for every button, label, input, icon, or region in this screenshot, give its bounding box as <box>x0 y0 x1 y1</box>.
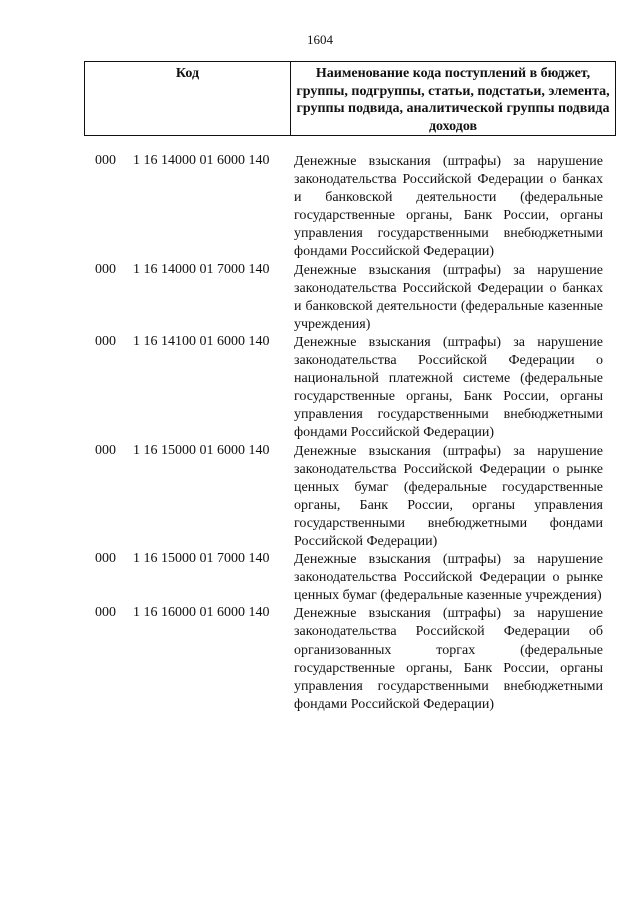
income-description: Денежные взыскания (штрафы) за нарушение законодательства Российской Федерации о банках и банковской деятельности (федеральные казенные учреждения) <box>294 262 603 332</box>
income-description: Денежные взыскания (штрафы) за нарушение законодательства Российской Федерации об организованных торгах (федеральные государственные органы, Банк России, органы управления государственными внебюджетными фондами Российской Федерации) <box>294 606 603 712</box>
table-row <box>0 262 640 334</box>
income-description: Денежные взыскания (штрафы) за нарушение законодательства Российской Федерации о национальной платежной системе (федеральные государственные органы, Банк России, органы управления государственными внебюджетными фондами Российской Федерации) <box>294 334 603 441</box>
table-row <box>0 334 640 443</box>
header-code-label: Код <box>85 62 291 136</box>
admin-code: 000 <box>95 261 116 277</box>
admin-code: 000 <box>95 153 116 168</box>
page-number: 1604 <box>307 32 333 47</box>
income-code: 1 16 16000 01 6000 140 <box>133 605 270 621</box>
admin-code: 000 <box>95 333 116 349</box>
admin-code: 000 <box>95 551 116 567</box>
table-row <box>0 551 640 605</box>
table-row <box>0 443 640 552</box>
header-name-label: Наименование кода поступлений в бюджет, группы, подгруппы, статьи, подстатьи, элемента, группы подвида, аналитической группы подвида доходов <box>291 62 616 136</box>
income-description: Денежные взыскания (штрафы) за нарушение законодательства Российской Федерации о рынке ценных бумаг (федеральные государственные органы, Банк России, органы управления государственными внебюджетными фондами Российской Федерации) <box>294 443 603 549</box>
admin-code: 000 <box>95 442 116 458</box>
table-row <box>0 605 640 714</box>
income-description: Денежные взыскания (штрафы) за нарушение законодательства Российской Федерации о банках и банковской деятельности (федеральные государственные органы, Банк России, органы управления государственными внебюджетными фондами Российской Федерации) <box>294 154 603 260</box>
header-row <box>85 62 616 136</box>
income-code: 1 16 14100 01 6000 140 <box>133 333 270 349</box>
income-code: 1 16 14000 01 7000 140 <box>133 261 270 277</box>
income-code-list <box>0 153 640 714</box>
admin-code: 000 <box>95 605 116 621</box>
income-code: 1 16 15000 01 6000 140 <box>133 442 270 458</box>
table-row <box>0 153 640 262</box>
income-description: Денежные взыскания (штрафы) за нарушение законодательства Российской Федерации о рынке ценных бумаг (федеральные казенные учреждения) <box>294 552 603 604</box>
income-code: 1 16 15000 01 7000 140 <box>133 551 270 567</box>
header-table <box>84 61 616 136</box>
income-code: 1 16 14000 01 6000 140 <box>133 153 270 168</box>
